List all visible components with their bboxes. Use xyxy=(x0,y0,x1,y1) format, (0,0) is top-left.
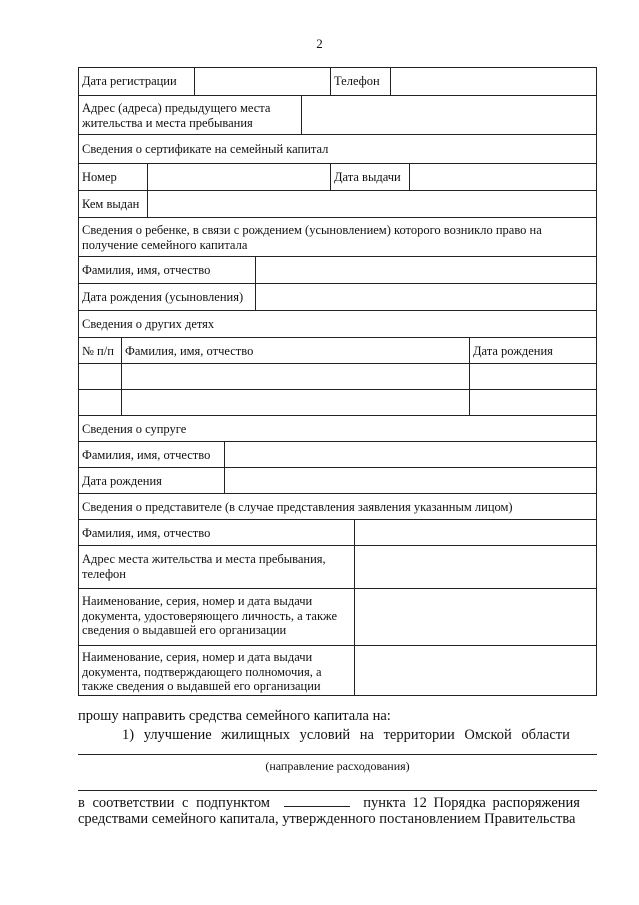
direction-caption: (направление расходования) xyxy=(265,759,410,773)
rep-auth-doc-row xyxy=(79,646,596,695)
col-header-fio: Фамилия, имя, отчество xyxy=(121,338,469,363)
child-birth-cell[interactable] xyxy=(469,364,596,389)
spouse-section-header: Сведения о супруге xyxy=(82,422,187,436)
spouse-fio-row xyxy=(79,442,596,468)
spouse-birth-row xyxy=(79,468,596,494)
child-section-row xyxy=(79,218,596,257)
request-line: прошу направить средства семейного капитала на: xyxy=(78,708,391,724)
representative-section-header: Сведения о представителе (в случае представления заявления указанным лицом) xyxy=(82,500,513,514)
registration-date-field[interactable] xyxy=(194,68,330,95)
previous-address-row xyxy=(79,96,596,135)
registration-date-label: Дата регистрации xyxy=(82,74,177,88)
issued-by-field[interactable] xyxy=(147,191,596,217)
col-header-number: № п/п xyxy=(82,344,114,358)
number-field[interactable] xyxy=(147,164,330,190)
phone-field[interactable] xyxy=(390,68,596,95)
rep-fio-row xyxy=(79,520,596,546)
children-table-header xyxy=(79,338,596,364)
certificate-number-row xyxy=(79,164,596,191)
child-number-cell[interactable] xyxy=(79,364,121,389)
child-fio-field[interactable] xyxy=(255,257,596,283)
child-section-header: Сведения о ребенке, в связи с рождением (усыновлением) которого возникло право на получение семейного капитала xyxy=(82,223,542,252)
rep-id-doc-field[interactable] xyxy=(354,589,596,645)
item-1-text: 1) улучшение жилищных условий на территории Омской области xyxy=(122,727,570,743)
child-fio-cell[interactable] xyxy=(121,364,469,389)
application-form-table xyxy=(78,67,597,696)
representative-section-row xyxy=(79,494,596,520)
rep-address-label: Адрес места жительства и места пребывания, телефон xyxy=(82,552,326,581)
issue-date-label: Дата выдачи xyxy=(330,164,409,190)
child-birth-field[interactable] xyxy=(255,284,596,310)
other-children-section-row xyxy=(79,311,596,338)
registration-phone-row xyxy=(79,68,596,96)
child-birth-row xyxy=(79,284,596,311)
rep-auth-doc-label: Наименование, серия, номер и дата выдачи документа, подтверждающего полномочия, а также сведения о выдавшей его организации xyxy=(82,650,322,693)
child-birth-label: Дата рождения (усыновления) xyxy=(82,290,244,304)
subparagraph-line xyxy=(78,794,597,812)
direction-second-line[interactable] xyxy=(78,790,597,791)
children-table-row xyxy=(79,364,596,390)
rep-address-row xyxy=(79,546,596,589)
rep-address-field[interactable] xyxy=(354,546,596,588)
col-header-birth-date: Дата рождения xyxy=(469,338,596,363)
rep-id-doc-row xyxy=(79,589,596,646)
issue-date-field[interactable] xyxy=(409,164,596,190)
child-birth-cell[interactable] xyxy=(469,390,596,415)
subparagraph-left-text: в соответствии с подпунктом xyxy=(78,795,270,811)
spouse-birth-label: Дата рождения xyxy=(82,474,162,488)
child-fio-row xyxy=(79,257,596,284)
children-table-row xyxy=(79,390,596,416)
direction-blank-line[interactable] xyxy=(78,754,597,755)
number-label: Номер xyxy=(82,170,117,184)
spouse-fio-label: Фамилия, имя, отчество xyxy=(82,448,211,462)
child-number-cell[interactable] xyxy=(79,390,121,415)
certificate-section-row xyxy=(79,135,596,164)
rep-fio-field[interactable] xyxy=(354,520,596,545)
spouse-section-row xyxy=(79,416,596,442)
previous-address-field[interactable] xyxy=(301,96,596,134)
page-number: 2 xyxy=(316,36,323,51)
subparagraph-number-blank[interactable] xyxy=(284,794,350,807)
phone-label: Телефон xyxy=(330,68,390,95)
issued-by-label: Кем выдан xyxy=(82,197,140,211)
other-children-section-header: Сведения о других детях xyxy=(82,317,215,331)
previous-address-label: Адрес (адреса) предыдущего места жительства и места пребывания xyxy=(82,101,271,130)
rep-auth-doc-field[interactable] xyxy=(354,646,596,695)
spouse-fio-field[interactable] xyxy=(224,442,596,467)
child-fio-cell[interactable] xyxy=(121,390,469,415)
child-fio-label: Фамилия, имя, отчество xyxy=(82,263,211,277)
spouse-birth-field[interactable] xyxy=(224,468,596,493)
last-line-text: средствами семейного капитала, утвержденного постановлением Правительства xyxy=(78,811,576,827)
rep-id-doc-label: Наименование, серия, номер и дата выдачи документа, удостоверяющего личность, а также сведения о выдавшей его организации xyxy=(82,594,338,637)
subparagraph-right-text: пункта 12 Порядка распоряжения xyxy=(363,795,580,811)
certificate-section-header: Сведения о сертификате на семейный капитал xyxy=(82,142,329,156)
issued-by-row xyxy=(79,191,596,218)
rep-fio-label: Фамилия, имя, отчество xyxy=(82,526,211,540)
